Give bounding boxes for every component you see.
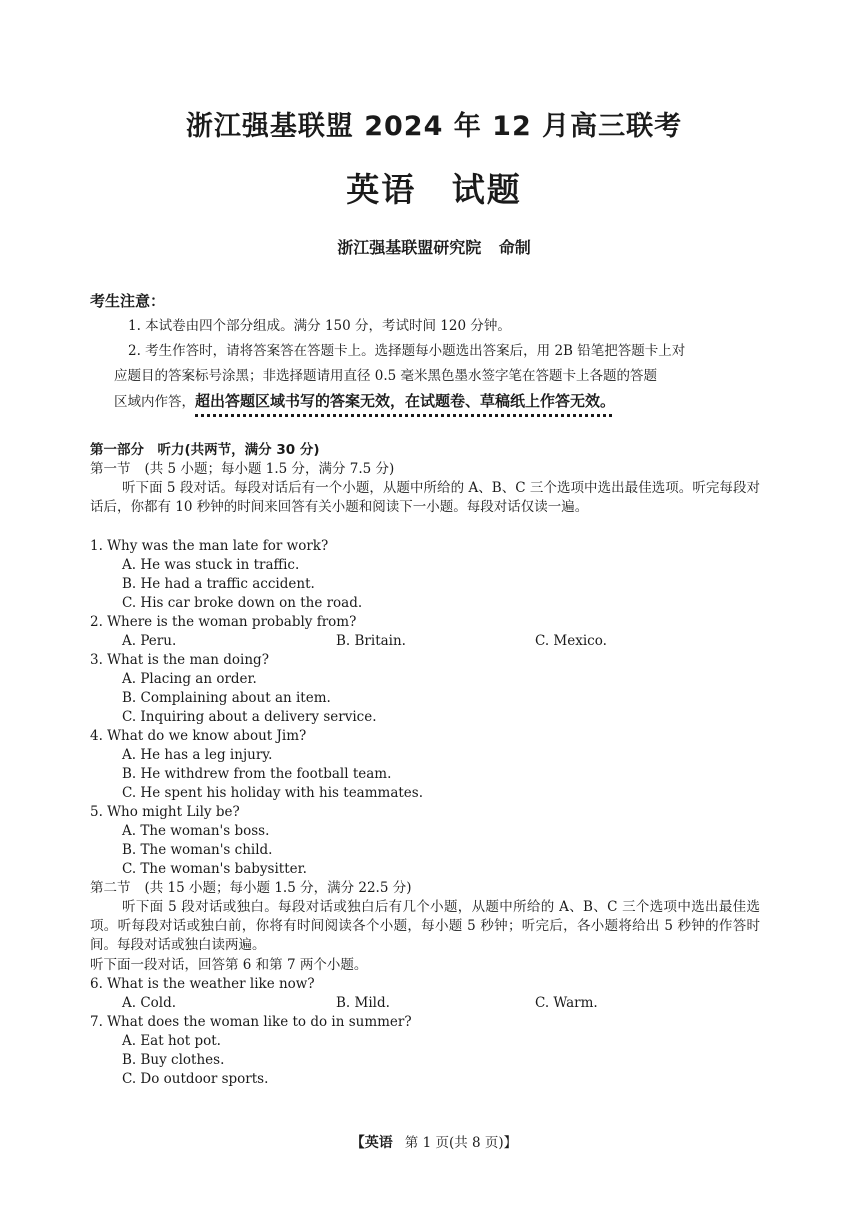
option-b: B. The woman's child. [122, 842, 273, 858]
option-a: A. Peru. [122, 633, 177, 649]
footer-page-info: 第 1 页(共 8 页)】 [404, 1135, 518, 1151]
part1-score: (共两节，满分 30 分) [184, 442, 320, 458]
part1-heading [90, 441, 320, 460]
option-a: A. Eat hot pot. [122, 1033, 221, 1049]
section2-label: 第二节 [90, 880, 131, 896]
option-c: C. His car broke down on the road. [122, 595, 363, 611]
section1-heading [90, 460, 394, 479]
exam-title: 浙江强基联盟 2024 年 12 月高三联考 [185, 111, 683, 142]
option-a: A. He was stuck in traffic. [122, 557, 300, 573]
option-a: A. Cold. [122, 995, 177, 1011]
option-b: B. He withdrew from the football team. [122, 766, 392, 782]
notice-emphasis: 超出答题区域书写的答案无效，在试题卷、草稿纸上作答无效。 [195, 392, 616, 410]
section1-directions: 听下面 5 段对话。每段对话后有一个小题，从题中所给的 A、B、C 三个选项中选出最佳选项。听完每段对话后，你都有 10 秒钟的时间来回答有关小题和阅读下一小题。每段对话仅读一遍。 [90, 480, 760, 515]
notice-item-2-line-1: 2. 考生作答时，请将答案答在答题卡上。选择题每小题选出答案后，用 2B 铅笔把答题卡上对 [128, 343, 686, 359]
question-stem: 3. What is the man doing? [90, 652, 269, 668]
notice-plain-text: 区域内作答， [114, 394, 195, 410]
section1-label: 第一节 [90, 461, 131, 477]
option-c: C. Inquiring about a delivery service. [122, 709, 377, 725]
option-a: A. The woman's boss. [122, 823, 270, 839]
option-c: C. Do outdoor sports. [122, 1071, 269, 1087]
question-stem: 6. What is the weather like now? [90, 976, 315, 992]
option-c: C. He spent his holiday with his teammates. [122, 785, 424, 801]
question-stem: 5. Who might Lily be? [90, 804, 240, 820]
option-b: B. Britain. [336, 633, 406, 649]
notice-item-2-line-3 [114, 389, 778, 415]
section1-info: (共 5 小题；每小题 1.5 分，满分 7.5 分) [144, 461, 395, 477]
dialogue-intro: 听下面一段对话，回答第 6 和第 7 两个小题。 [90, 957, 368, 973]
option-a: A. Placing an order. [122, 671, 257, 687]
page-footer [0, 1131, 868, 1152]
option-b: B. Complaining about an item. [122, 690, 331, 706]
section2-directions: 听下面 5 段对话或独白。每段对话或独白后有几个小题，从题中所给的 A、B、C 三个选项中选出最佳选项。听每段对话或独白前，你将有时间阅读各个小题，每小题 5 秒钟；听完后，各小题将给出 5 秒钟的作答时间。每段对话或独白读两遍。 [90, 899, 760, 953]
option-b: B. Mild. [336, 995, 390, 1011]
exam-maker: 浙江强基联盟研究院 命制 [337, 238, 531, 257]
footer-subject: 【英语 [350, 1135, 393, 1151]
option-a: A. He has a leg injury. [122, 747, 273, 763]
part1-title: 第一部分 听力 [90, 442, 185, 458]
question-stem: 2. Where is the woman probably from? [90, 614, 357, 630]
question-stem: 4. What do we know about Jim? [90, 728, 307, 744]
option-b: B. Buy clothes. [122, 1052, 225, 1068]
section2-info: (共 15 小题；每小题 1.5 分，满分 22.5 分) [144, 880, 412, 896]
notice-heading: 考生注意： [90, 292, 166, 310]
question-stem: 1. Why was the man late for work? [90, 538, 329, 554]
question-stem: 7. What does the woman like to do in summer? [90, 1014, 412, 1030]
section2-heading [90, 879, 412, 898]
option-b: B. He had a traffic accident. [122, 576, 315, 592]
notice-item-2-line-2: 应题目的答案标号涂黑；非选择题请用直径 0.5 毫米黑色墨水签字笔在答题卡上各题的答题 [114, 368, 658, 384]
option-c: C. Mexico. [535, 633, 607, 649]
notice-item-1: 1. 本试卷由四个部分组成。满分 150 分，考试时间 120 分钟。 [128, 318, 511, 334]
option-c: C. The woman's babysitter. [122, 861, 307, 877]
option-c: C. Warm. [535, 995, 598, 1011]
exam-subject: 英语 试题 [346, 170, 522, 209]
